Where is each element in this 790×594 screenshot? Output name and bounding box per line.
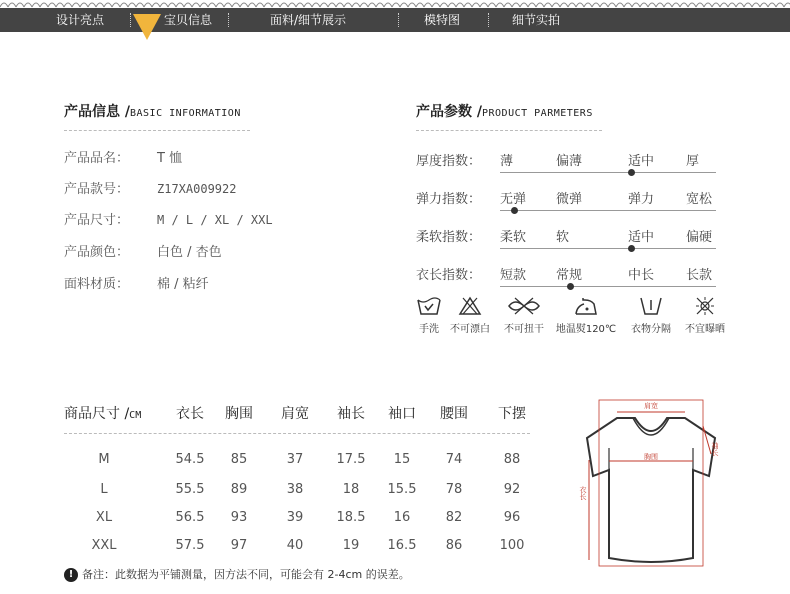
shoulder-label: 肩宽 — [644, 402, 658, 410]
param-option: 软 — [556, 230, 570, 245]
param-row — [416, 226, 716, 246]
info-row-style-no: 产品款号： Z17XA009922 — [64, 182, 237, 197]
size-row-label: M — [98, 452, 110, 467]
param-label: 柔软指数： — [416, 230, 482, 245]
param-selected-dot — [628, 169, 635, 176]
size-column-header: 腰围 — [440, 406, 468, 422]
size-column-header: 袖口 — [388, 406, 416, 422]
param-option: 宽松 — [686, 192, 713, 207]
care-hand-wash: 手洗 — [414, 296, 444, 335]
size-cell: 55.5 — [175, 482, 205, 497]
size-cell: 39 — [286, 510, 304, 525]
param-option: 适中 — [628, 230, 655, 245]
size-cell: 78 — [445, 482, 463, 497]
size-cell: 54.5 — [175, 452, 205, 467]
tab-divider — [398, 13, 399, 27]
param-selected-dot — [511, 207, 518, 214]
no-sun-icon — [693, 296, 717, 316]
size-column-header: 下摆 — [498, 406, 526, 422]
care-no-bleach: 不可漂白 — [446, 296, 494, 335]
info-row-material: 面料材质： 棉 / 粘纤 — [64, 277, 209, 292]
size-cell: 56.5 — [175, 510, 205, 525]
param-option: 常规 — [556, 268, 583, 283]
size-column-header: 衣长 — [176, 406, 204, 422]
active-tab-arrow-icon — [133, 14, 161, 40]
size-column-header: 胸围 — [225, 406, 253, 422]
size-row-label: XL — [95, 510, 113, 525]
size-cell: 18.5 — [336, 510, 366, 525]
size-cell: 89 — [230, 482, 248, 497]
tab-fabric-details[interactable]: 面料/细节展示 — [270, 13, 347, 27]
param-option: 中长 — [628, 268, 655, 283]
param-row — [416, 150, 716, 170]
warning-icon: ! — [64, 568, 78, 582]
size-cell: 82 — [445, 510, 463, 525]
param-option: 微弹 — [556, 192, 583, 207]
info-row-name: 产品品名： T 恤 — [64, 151, 183, 166]
param-label: 衣长指数： — [416, 268, 482, 283]
divider — [64, 130, 250, 131]
param-option: 薄 — [500, 154, 514, 169]
tab-bar — [0, 8, 790, 32]
param-option: 短款 — [500, 268, 527, 283]
care-low-iron: 地温熨120℃ — [553, 296, 619, 335]
hand-wash-icon — [416, 296, 442, 316]
size-row-label: XXL — [91, 538, 117, 553]
size-cell: 100 — [499, 538, 525, 553]
size-cell: 96 — [503, 510, 521, 525]
product-params-title: 产品参数 /PRODUCT PARMETERS — [416, 104, 593, 120]
care-no-sun: 不宜曝晒 — [680, 296, 730, 335]
no-bleach-icon — [458, 296, 482, 316]
size-row-label: L — [100, 482, 108, 497]
info-row-colors: 产品颜色： 白色 / 杏色 — [64, 245, 222, 260]
param-option: 适中 — [628, 154, 655, 169]
param-selected-dot — [567, 283, 574, 290]
size-cell: 85 — [230, 452, 248, 467]
care-no-wring: 不可扭干 — [500, 296, 548, 335]
size-column-header: 袖长 — [337, 406, 365, 422]
chest-label: 胸围 — [644, 453, 658, 461]
param-label: 弹力指数： — [416, 192, 482, 207]
size-cell: 57.5 — [175, 538, 205, 553]
tab-design-highlights[interactable]: 设计亮点 — [56, 13, 105, 27]
param-row — [416, 264, 716, 284]
param-scale-line — [500, 172, 716, 173]
product-info-title: 产品信息 /BASIC INFORMATION — [64, 104, 241, 120]
info-row-sizes: 产品尺寸： M / L / XL / XXL — [64, 213, 273, 228]
param-option: 厚 — [686, 154, 700, 169]
size-table-title: 商品尺寸 /CM — [64, 406, 142, 422]
param-selected-dot — [628, 245, 635, 252]
tab-divider — [130, 13, 131, 27]
divider — [64, 433, 530, 434]
size-cell: 18 — [342, 482, 360, 497]
length-label: 衣长 — [579, 486, 587, 500]
sleeve-label: 袖长 — [711, 442, 719, 456]
size-cell: 88 — [503, 452, 521, 467]
param-scale-line — [500, 248, 716, 249]
size-cell: 86 — [445, 538, 463, 553]
tshirt-outline — [587, 418, 715, 562]
tab-divider — [228, 13, 229, 27]
no-wring-icon — [507, 296, 541, 316]
tab-model-photos[interactable]: 模特图 — [424, 13, 461, 27]
size-cell: 40 — [286, 538, 304, 553]
param-option: 柔软 — [500, 230, 527, 245]
divider — [416, 130, 602, 131]
size-cell: 93 — [230, 510, 248, 525]
care-wash-separately: 衣物分隔 — [627, 296, 675, 335]
size-cell: 16 — [393, 510, 411, 525]
param-option: 弹力 — [628, 192, 655, 207]
param-option: 无弹 — [500, 192, 527, 207]
param-option: 偏薄 — [556, 154, 583, 169]
size-column-header: 肩宽 — [281, 406, 309, 422]
low-iron-icon — [573, 296, 599, 316]
measurement-note: ! 备注：此数据为平铺测量，因方法不同，可能会有 2-4cm 的误差。 — [64, 566, 410, 582]
size-cell: 15 — [393, 452, 411, 467]
size-cell: 16.5 — [387, 538, 417, 553]
tab-product-info[interactable]: 宝贝信息 — [164, 13, 213, 27]
tab-divider — [488, 13, 489, 27]
param-label: 厚度指数： — [416, 154, 482, 169]
param-scale-line — [500, 210, 716, 211]
tab-detail-photos[interactable]: 细节实拍 — [512, 13, 561, 27]
wash-separately-icon — [638, 296, 664, 316]
size-cell: 15.5 — [387, 482, 417, 497]
param-option: 偏硬 — [686, 230, 713, 245]
param-scale-line — [500, 286, 716, 287]
size-cell: 37 — [286, 452, 304, 467]
size-cell: 97 — [230, 538, 248, 553]
size-cell: 92 — [503, 482, 521, 497]
tshirt-measurement-diagram — [575, 398, 727, 568]
param-row — [416, 188, 716, 208]
param-option: 长款 — [686, 268, 713, 283]
size-cell: 74 — [445, 452, 463, 467]
size-cell: 19 — [342, 538, 360, 553]
scalloped-border — [0, 0, 790, 8]
size-cell: 38 — [286, 482, 304, 497]
size-cell: 17.5 — [336, 452, 366, 467]
